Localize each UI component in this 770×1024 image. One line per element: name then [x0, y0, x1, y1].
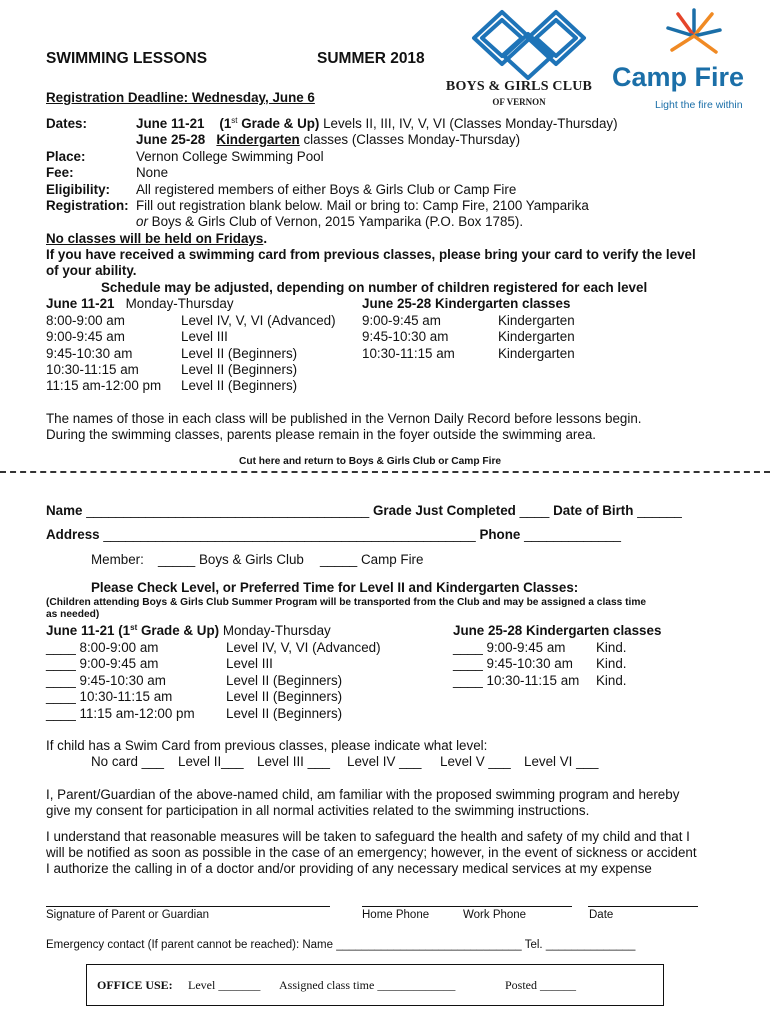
emergency-name-blank[interactable]: _____________________________ [336, 939, 522, 951]
swim-card-option[interactable]: Level V ___ [440, 754, 511, 769]
home-phone-label: Home Phone [362, 909, 430, 921]
consent-line-1: I, Parent/Guardian of the above-named child, am familiar with the proposed swimming program and hereby [46, 787, 680, 802]
tel-blank[interactable]: ______________ [545, 939, 636, 951]
grade-blank[interactable]: ____ [519, 503, 550, 518]
dates-line-1-rest: Levels II, III, IV, V, VI (Classes Monday-Thursday) [319, 116, 618, 131]
kinder-level: Kindergarten [498, 346, 575, 361]
office-posted[interactable]: Posted ______ [505, 978, 577, 992]
member-label: Member: [91, 552, 144, 567]
time-level: Level III [226, 656, 273, 671]
address-blank[interactable]: __________________________________________________ [103, 527, 476, 542]
schedule-time: 10:30-11:15 am [46, 362, 139, 377]
schedule-left-date: June 11-21 [46, 296, 115, 311]
kinder-level: Kindergarten [498, 329, 575, 344]
season-label: SUMMER 2018 [317, 50, 425, 67]
office-use-label: OFFICE USE: [97, 978, 173, 992]
registration-value-1: Fill out registration blank below. Mail or bring to: Camp Fire, 2100 Yamparika [136, 198, 589, 213]
schedule-time: 8:00-9:00 am [46, 313, 125, 328]
consent-line-2: give my consent for participation in all normal activities related to the swimming instructions. [46, 803, 590, 818]
name-field[interactable] [46, 503, 682, 520]
schedule-right-header: June 25-28 Kindergarten classes [362, 296, 571, 311]
check-level-heading: Please Check Level, or Preferred Time for Level II and Kindergarten Classes: [91, 580, 579, 595]
dob-label: Date of Birth [553, 503, 634, 518]
swim-card-note-2: of your ability. [46, 263, 137, 278]
dates-label: Dates: [46, 116, 87, 131]
time-checkbox[interactable]: ____ 9:45-10:30 am [46, 673, 166, 688]
swim-card-option[interactable]: Level II___ [178, 754, 244, 769]
schedule-level: Level III [181, 329, 228, 344]
name-label: Name [46, 503, 83, 518]
address-label: Address [46, 527, 100, 542]
safety-line-1: I understand that reasonable measures will be taken to safeguard the health and safety of my child and that I [46, 829, 690, 844]
name-blank[interactable]: ______________________________________ [86, 503, 370, 518]
swim-card-option[interactable]: Level VI ___ [524, 754, 599, 769]
phone-label: Phone [479, 527, 521, 542]
address-field[interactable] [46, 527, 621, 544]
bgc-logo-name: BOYS & GIRLS CLUB [445, 79, 593, 94]
dates-line-2-kind: Kindergarten [216, 132, 300, 147]
page-title: SWIMMING LESSONS [46, 50, 208, 67]
time-level: Level II (Beginners) [226, 689, 343, 704]
kinder-level: Kindergarten [498, 313, 575, 328]
kinder-checkbox[interactable]: ____ 9:00-9:45 am [453, 640, 566, 655]
cut-line [0, 471, 770, 473]
kinder-time: 9:45-10:30 am [362, 329, 449, 344]
kinder-level: Kind. [596, 640, 627, 655]
place-value: Vernon College Swimming Pool [136, 149, 324, 164]
eligibility-label: Eligibility: [46, 182, 110, 197]
camp-fire-spark-icon [664, 6, 724, 66]
dates-line-1-grade: Grade & Up) [237, 116, 320, 131]
time-level: Level II (Beginners) [226, 706, 343, 721]
dates-line-1-date: June 11-21 [136, 116, 205, 131]
no-fridays-text: No classes will be held on Fridays [46, 231, 264, 246]
kinder-level: Kind. [596, 656, 627, 671]
transport-note-2: as needed) [46, 609, 100, 620]
safety-line-3: I authorize the calling in of a doctor and/or providing of any necessary medical services at my expense [46, 861, 652, 876]
kinder-time: 10:30-11:15 am [362, 346, 455, 361]
form-left-days: Monday-Thursday [219, 623, 331, 638]
schedule-time: 9:45-10:30 am [46, 346, 133, 361]
kinder-checkbox[interactable]: ____ 9:45-10:30 am [453, 656, 573, 671]
no-fridays-note: No classes will be held on Fridays. [46, 231, 268, 246]
camp-fire-logo-name: Camp Fire [612, 62, 745, 92]
date-label: Date [589, 909, 614, 921]
registration-value-2 [136, 214, 523, 231]
tel-label: Tel. [524, 939, 543, 951]
office-assigned-time[interactable]: Assigned class time _____________ [279, 978, 456, 992]
time-checkbox[interactable]: ____ 8:00-9:00 am [46, 640, 159, 655]
phone-line[interactable] [362, 906, 572, 907]
schedule-adjust-note: Schedule may be adjusted, depending on number of children registered for each level [101, 280, 648, 295]
signature-line[interactable] [46, 906, 330, 907]
swim-card-option[interactable]: No card ___ [91, 754, 164, 769]
form-left-header [46, 623, 331, 640]
foyer-note: During the swimming classes, parents please remain in the foyer outside the swimming area. [46, 427, 597, 442]
kinder-time: 9:00-9:45 am [362, 313, 441, 328]
registration-or: or [136, 214, 148, 229]
form-left-grade: Grade & Up) [137, 623, 220, 638]
camp-fire-tagline: Light the fire within [655, 99, 743, 111]
work-phone-label: Work Phone [463, 909, 527, 921]
member-campfire-option[interactable]: _____ Camp Fire [320, 552, 424, 567]
transport-note-1: (Children attending Boys & Girls Club Summer Program will be transported from the Club and may be assigned a class time [46, 597, 647, 608]
schedule-time: 9:00-9:45 am [46, 329, 125, 344]
dates-line-1-sup: st [231, 116, 238, 125]
swim-card-option[interactable]: Level IV ___ [347, 754, 422, 769]
dob-blank[interactable]: ______ [637, 503, 682, 518]
swim-card-option[interactable]: Level III ___ [257, 754, 330, 769]
cut-here-note: Cut here and return to Boys & Girls Club or Camp Fire [239, 456, 502, 467]
dates-line-2-date: June 25-28 [136, 132, 206, 147]
bgc-logo-sub: OF VERNON [492, 97, 546, 107]
schedule-level: Level II (Beginners) [181, 346, 298, 361]
registration-deadline: Registration Deadline: Wednesday, June 6 [46, 90, 315, 105]
signature-label: Signature of Parent or Guardian [46, 909, 210, 921]
form-left-sup: st [130, 623, 138, 632]
safety-line-2: will be notified as soon as possible in the case of an emergency; however, in the event of sickness or accident [46, 845, 697, 860]
dates-line-1 [136, 116, 618, 133]
schedule-level: Level IV, V, VI (Advanced) [181, 313, 336, 328]
eligibility-value: All registered members of either Boys & Girls Club or Camp Fire [136, 182, 517, 197]
form-right-header: June 25-28 Kindergarten classes [453, 623, 662, 638]
time-level: Level IV, V, VI (Advanced) [226, 640, 381, 655]
swim-card-question: If child has a Swim Card from previous classes, please indicate what level: [46, 738, 488, 753]
date-line[interactable] [588, 906, 698, 907]
form-left-date: June 11-21 (1 [46, 623, 131, 638]
schedule-level: Level II (Beginners) [181, 378, 298, 393]
schedule-left-header [46, 296, 234, 313]
grade-label: Grade Just Completed [372, 503, 516, 518]
time-checkbox[interactable]: ____ 10:30-11:15 am [46, 689, 173, 704]
time-checkbox[interactable]: ____ 9:00-9:45 am [46, 656, 159, 671]
office-level[interactable]: Level _______ [188, 978, 261, 992]
publication-note: The names of those in each class will be published in the Vernon Daily Record before lessons begin. [46, 411, 642, 426]
registration-label: Registration: [46, 198, 129, 213]
swim-card-note-1: If you have received a swimming card from previous classes, please bring your card to verify the level [46, 247, 696, 262]
dates-line-2 [136, 132, 520, 149]
fee-label: Fee: [46, 165, 74, 180]
time-level: Level II (Beginners) [226, 673, 343, 688]
schedule-time: 11:15 am-12:00 pm [46, 378, 162, 393]
registration-address: Boys & Girls Club of Vernon, 2015 Yamparika (P.O. Box 1785). [147, 214, 524, 229]
member-bgc-option[interactable]: _____ Boys & Girls Club [158, 552, 304, 567]
phone-blank[interactable]: _____________ [524, 527, 621, 542]
kinder-level: Kind. [596, 673, 627, 688]
time-checkbox[interactable]: ____ 11:15 am-12:00 pm [46, 706, 195, 721]
schedule-level: Level II (Beginners) [181, 362, 298, 377]
kinder-checkbox[interactable]: ____ 10:30-11:15 am [453, 673, 580, 688]
schedule-left-days: Monday-Thursday [125, 296, 234, 311]
fee-value: None [136, 165, 169, 180]
emergency-label: Emergency contact (If parent cannot be reached): Name [46, 939, 334, 951]
boys-girls-club-logo-icon [468, 8, 590, 80]
dates-line-1-grade-pre: (1 [219, 116, 232, 131]
place-label: Place: [46, 149, 86, 164]
emergency-contact-row[interactable] [46, 937, 635, 954]
dates-line-2-rest: classes (Classes Monday-Thursday) [299, 132, 521, 147]
